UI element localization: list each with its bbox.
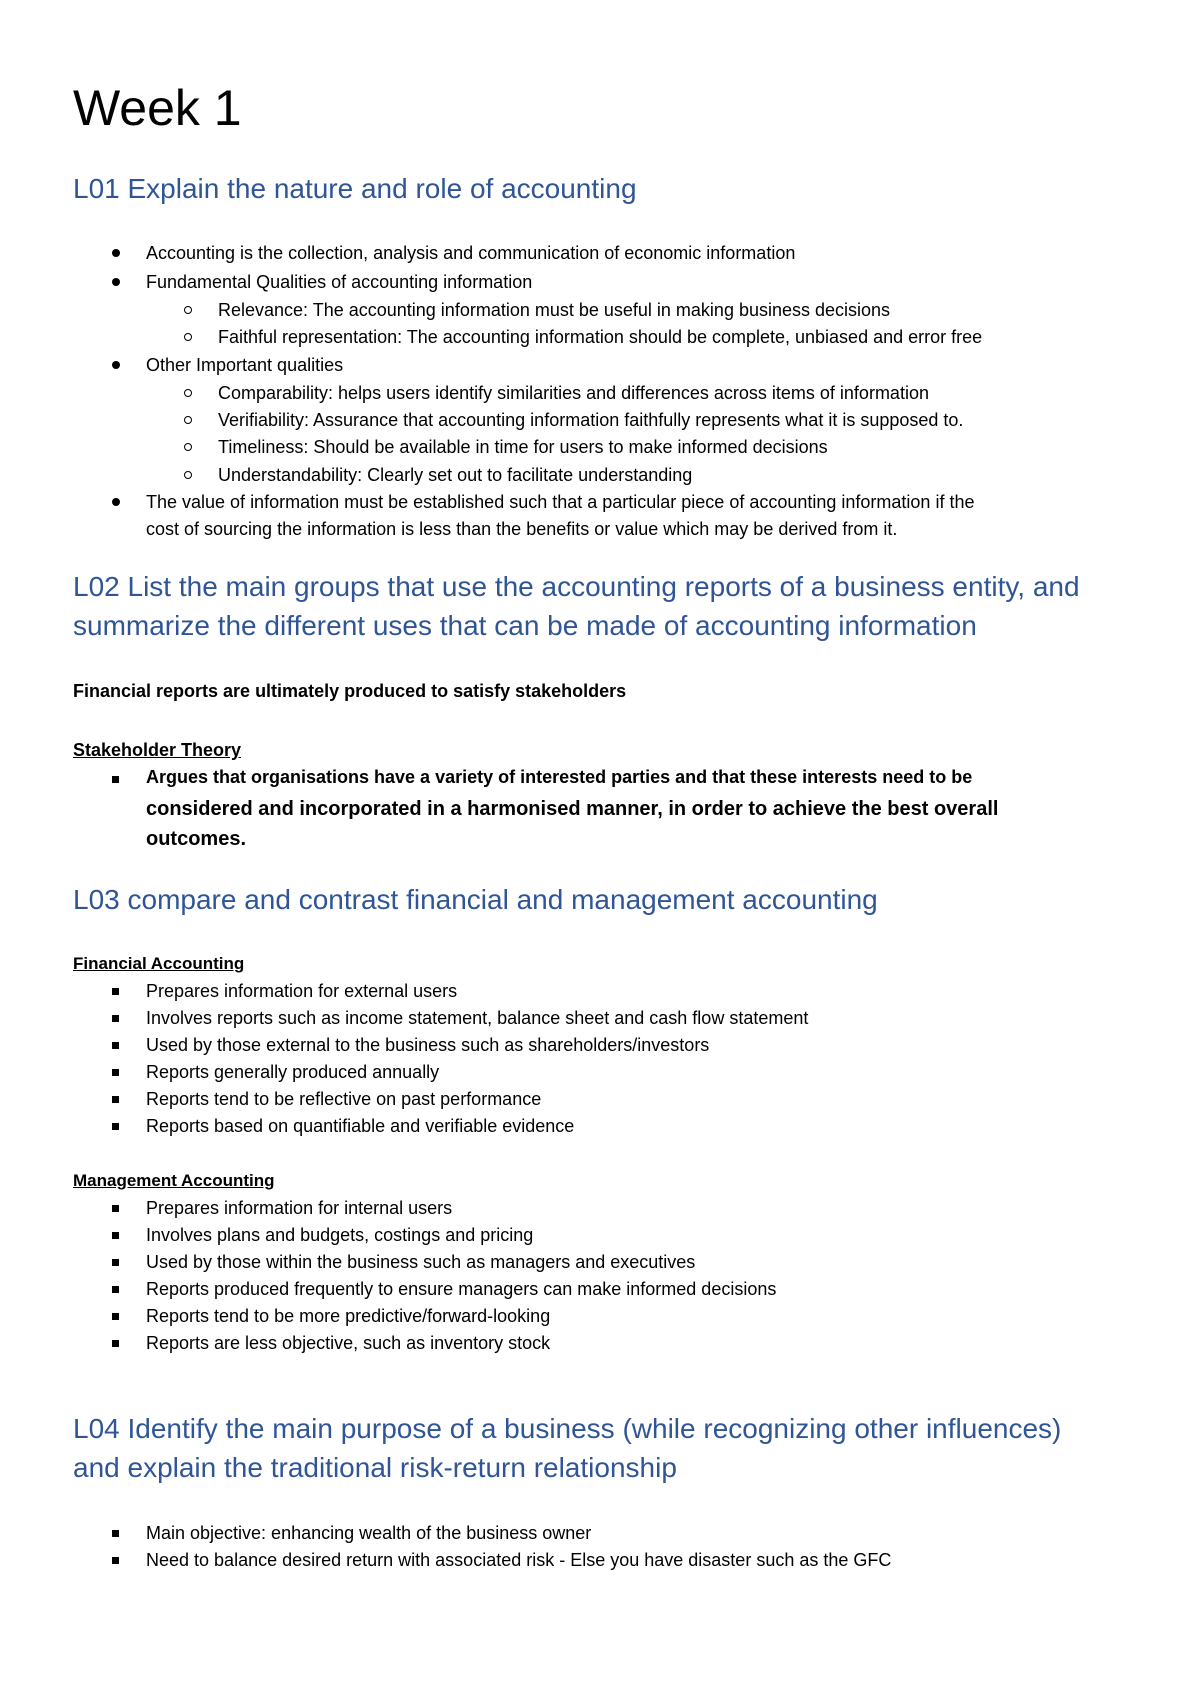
lo2-heading-line2: summarize the different uses that can be made of accounting information xyxy=(73,610,977,641)
management-accounting-label: Management Accounting xyxy=(73,1171,275,1190)
list-item-continuation: outcomes. xyxy=(146,828,247,850)
lo2-heading-line1: L02 List the main groups that use the accounting reports of a business entity, and xyxy=(73,571,1080,602)
list-item-continuation: considered and incorporated in a harmonised manner, in order to achieve the best overall xyxy=(146,798,999,820)
list-item-continuation: cost of sourcing the information is less than the benefits or value which may be derived from it. xyxy=(146,519,898,539)
lo4-heading-line2: and explain the traditional risk-return relationship xyxy=(73,1452,677,1483)
lo3-heading: L03 compare and contrast financial and management accounting xyxy=(73,884,878,915)
lo4-heading-line1: L04 Identify the main purpose of a business (while recognizing other influences) xyxy=(73,1413,1062,1444)
page-title: Week 1 xyxy=(73,80,242,136)
lo1-heading: L01 Explain the nature and role of accounting xyxy=(73,173,637,204)
lo2-statement: Financial reports are ultimately produced to satisfy stakeholders xyxy=(73,681,627,701)
document-page: Week 1 L01 Explain the nature and role of accounting Accounting is the collection, analysis and communication of economic information Fundamental Qualities of accounting information Relevance: The accounting information must be useful in making business decisions Faithful representation: The accounting information should be complete, unbiased and error free Other Important qualities Comparability: helps users identify similarities and differences across items of information Verifiability: Assurance that accounting information faithfully represents what it is supposed to. Timeliness: Should be available in time for users to make informed decisions Understandability: Clearly set out to facilitate understanding The value of information must be established such that a particular piece of accounting information if the cost of sourcing the information is less than the benefits or value which may be derived from it. L02 List the main groups that use the accounting reports of a business entity, and summarize the different uses that can be made of accounting information Financial reports are ultimately produced to satisfy stakeholders Stakeholder Theory Argues that organisations have a variety of interested parties and that these interests need to be considered and incorporated in a harmonised manner, in order to achieve the best overall outcomes. L03 compare and contrast financial and management accounting Financial Accounting Prepares information for external users Involves reports such as income statement, balance sheet and cash flow statement Used by those external to the business such as shareholders/investors Reports generally produced annually Reports tend to be reflective on past performance Reports based on quantifiable and verifiable evidence Management Accounting Prepares information for internal users Involves plans and budgets, costings and pricing Used by those within the business such as managers and executives Reports produced frequently to ensure managers can make informed decisions Reports tend to be more predictive/forward-looking Reports are less objective, such as inventory stock L04 Identify the main purpose of a business (while recognizing other influences) and explain the traditional risk-return relationship Main objective: enhancing wealth of the business owner Need to balance desired return with associated risk - Else you have disaster such as the GFC xyxy=(0,0,1200,1698)
stakeholder-theory-label: Stakeholder Theory xyxy=(73,740,242,760)
financial-accounting-label: Financial Accounting xyxy=(73,954,245,973)
